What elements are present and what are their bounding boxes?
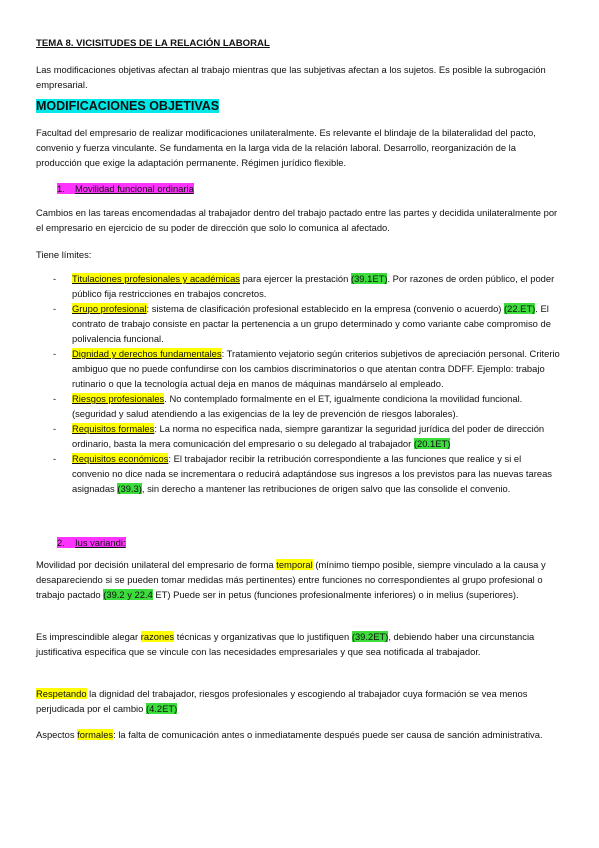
text-run: Aspectos [36,729,78,740]
list-item [36,451,561,496]
limit-term: Requisitos económicos [72,453,169,464]
section-1-highlight [57,183,194,194]
list-dash: - [53,348,57,359]
list-item [36,346,561,391]
ius-variandi-paragraph [36,557,560,602]
formales-paragraph [36,727,560,742]
cambios-paragraph: Cambios en las tareas encomendadas al trabajador dentro del trabajo pactado entre las partes y decidida unilateralmente por el empresario en ejercicio de su poder de dirección que solo lo comunica al afectado. [36,207,558,233]
section-1-label: Movilidad funcional ordinaria [75,183,194,194]
limit-term: Dignidad y derechos fundamentales [72,348,222,359]
respetando-paragraph [36,686,560,716]
section-1-number: 1. [57,183,65,194]
legal-ref: (4.2ET) [145,703,178,714]
list-item [36,271,561,301]
limit-text: : El trabajador recibir la retribución correspondiente a las funciones que realice y si el convenio no dice nada se incrementara o reducirá adaptándose sus ingresos a los previstos para las nuevas tareas asignadas [72,453,552,494]
legal-ref: (39.2 y 22.4 [103,589,153,600]
limit-term: Requisitos formales [72,423,155,434]
limit-text: . No contemplado formalmente en el ET, igualmente condiciona la movilidad funcional. (seguridad y salud atendiendo a las exigencias de la ley de prevención de riesgos laborales). [72,393,523,419]
heading-highlight: MODIFICACIONES OBJETIVAS [36,99,220,113]
legal-ref: (39.1ET) [350,273,388,284]
limit-text: . El contrato de trabajo consiste en pactar la pertenencia a un grupo determinado y como variante cabe compromiso de polivalencia funcional. [72,303,551,344]
highlight-term: formales [77,729,114,740]
list-dash: - [53,303,57,314]
intro-paragraph: Las modificaciones objetivas afectan al trabajo mientras que las subjetivas afectan a los sujetos. Es posible la subrogación empresarial. [36,64,546,90]
text-run: técnicas y organizativas que lo justifiquen [174,631,352,642]
razones-paragraph [36,629,560,659]
text-run: , debiendo haber una circunstancia justificativa especifica que se vincule con las necesidades empresariales y que sea notificada al trabajador. [36,631,535,657]
text-run: Es imprescindible alegar [36,631,141,642]
list-dash: - [53,423,57,434]
text-run: (mínimo tiempo posible, siempre vinculado a la causa y desapareciendo si se pueden tomar medidas más pertinentes) entre funciones no correspondientes al grupo profesional o trabajo pactado [36,559,546,600]
list-dash: - [53,393,57,404]
list-dash: - [53,453,57,464]
limit-text: para ejercer la prestación [239,273,351,284]
highlight-term: Respetando [36,688,87,699]
text-run: la dignidad del trabajador, riesgos profesionales y escogiendo al trabajador cuya formación se vea menos perjudicada por el cambio [36,688,528,714]
text-run: Movilidad por decisión unilateral del empresario de forma [36,559,277,570]
text-run: ET) Puede ser in petus (funciones profesionalmente inferiores) o in melius (superiores). [152,589,519,600]
limits-intro: Tiene límites: [36,249,92,260]
list-item [36,391,561,421]
legal-ref: (39.2ET) [351,631,389,642]
list-dash: - [53,273,57,284]
list-item [36,421,561,451]
limit-term: Riesgos profesionales [72,393,165,404]
section-2-heading [57,535,126,550]
limit-term: Grupo profesional [72,303,147,314]
legal-ref: (39.3) [117,483,142,494]
highlight-term: temporal [276,559,313,570]
text-run: : la falta de comunicación antes o inmediatamente después puede ser causa de sanción administrativa. [113,729,543,740]
section-2-highlight [57,537,126,548]
limit-text: . Por razones de orden público, el poder público fija restricciones en trabajos concretos. [72,273,555,299]
legal-ref: (22.ET) [504,303,536,314]
highlight-term: razones [140,631,175,642]
legal-ref: (20.1ET) [413,438,451,449]
section-1-heading [57,181,194,196]
limit-term: Titulaciones profesionales y académicas [72,273,240,284]
section-2-label: Ius variandi: [75,537,126,548]
limits-list [36,271,561,496]
section-heading [36,99,560,114]
facultad-paragraph: Facultad del empresario de realizar modificaciones unilateralmente. Es relevante el blindaje de la bilateralidad del pacto, convenio y fuerza vinculante. Se fundamenta en la larga vida de la relación laboral. Desarrollo, reorganización de la producción que exige la adaptación permanente. Régimen jurídico flexible. [36,127,536,168]
limit-text: , sin derecho a mantener las retribuciones de origen salvo que las consolide el convenio. [141,483,511,494]
limit-text: : La norma no especifica nada, siempre garantizar la seguridad jurídica del poder de dirección ordinario, basta la mera comunicación del empresario o su delegado al trabajador [72,423,545,449]
section-2-number: 2. [57,537,65,548]
list-item [36,301,561,346]
limit-text: : Tratamiento vejatorio según criterios subjetivos de apreciación personal. Criterio ambiguo que no puede confundirse con los cambios discriminatorios o que atentan contra DDFF. Ejemplo: trabajo rutinario o que la tecnología actual deja en manos de máquinas mandárselo al empleado. [72,348,560,389]
document-title: TEMA 8. VICISITUDES DE LA RELACIÓN LABORAL [36,38,270,49]
limit-text: : sistema de clasificación profesional establecido en la empresa (convenio o acuerdo) [146,303,505,314]
